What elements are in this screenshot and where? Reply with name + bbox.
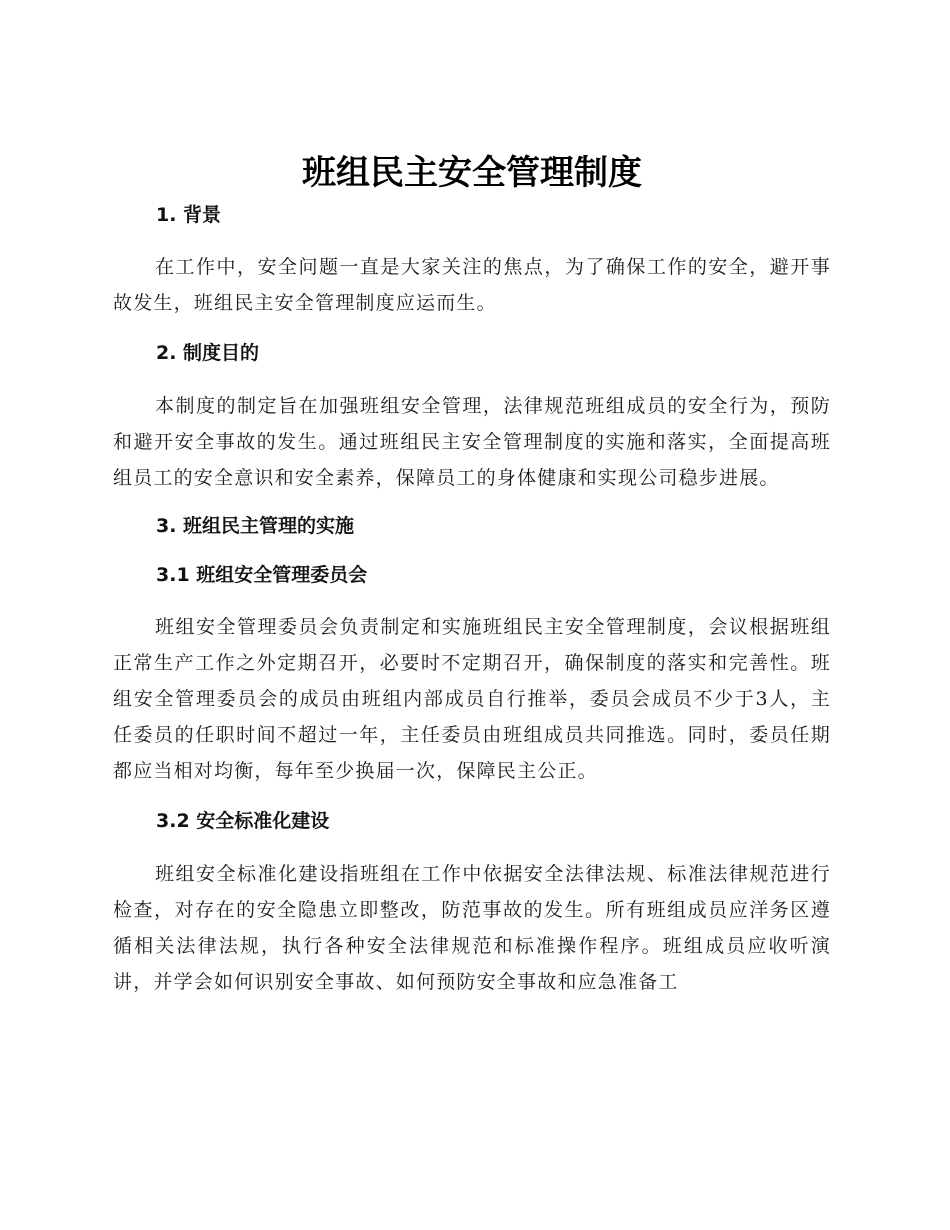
section-heading-standardization: 3.2 安全标准化建设 (156, 810, 330, 832)
section-paragraph-committee: 班组安全管理委员会负责制定和实施班组民主安全管理制度，会议根据班组正常生产工作之外定期召开，必要时不定期召开，确保制度的落实和完善性。班组安全管理委员会的成员由班组内部成员自行推举，委员会成员不少于3人，主任委员的任职时间不超过一年，主任委员由班组成员共同推选。同时，委员任期都应当相对均衡，每年至少换届一次，保障民主公正。 (113, 616, 831, 782)
section-heading-implementation: 3. 班组民主管理的实施 (156, 515, 355, 537)
section-heading-background: 1. 背景 (156, 204, 222, 226)
document-body (113, 148, 831, 1000)
section-heading-committee: 3.1 班组安全管理委员会 (156, 564, 368, 586)
document-title: 班组民主安全管理制度 (302, 153, 642, 193)
section-paragraph-purpose: 本制度的制定旨在加强班组安全管理，法律规范班组成员的安全行为，预防和避开安全事故的发生。通过班组民主安全管理制度的实施和落实，全面提高班组员工的安全意识和安全素养，保障员工的身体健康和实现公司稳步进展。 (113, 395, 831, 489)
section-paragraph-standardization: 班组安全标准化建设指班组在工作中依据安全法律法规、标准法律规范进行检查，对存在的安全隐患立即整改，防范事故的发生。所有班组成员应洋务区遵循相关法律法规，执行各种安全法律规范和标准操作程序。班组成员应收听演讲，并学会如何识别安全事故、如何预防安全事故和应急准备工 (113, 863, 831, 993)
section-paragraph-background: 在工作中，安全问题一直是大家关注的焦点，为了确保工作的安全，避开事故发生，班组民主安全管理制度应运而生。 (113, 256, 831, 314)
section-heading-purpose: 2. 制度目的 (156, 342, 260, 364)
